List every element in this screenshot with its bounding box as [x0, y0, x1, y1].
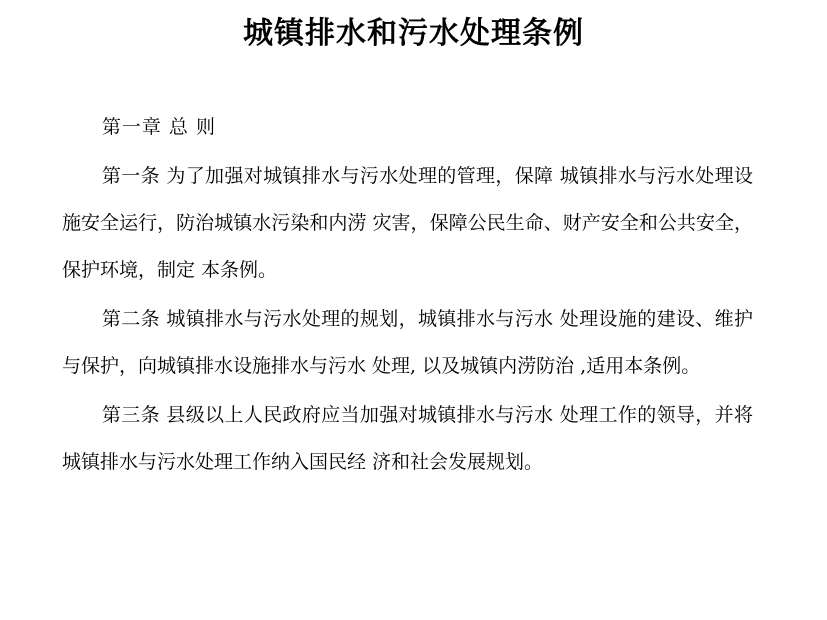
document-body — [0, 104, 827, 486]
page-title: 城镇排水和污水处理条例 — [243, 16, 584, 51]
article-paragraph: 第一条 为了加强对城镇排水与污水处理的管理，保障 城镇排水与污水处理设施安全运行，防治城镇水污染和内涝 灾害，保障公民生命、财产安全和公共安全，保护环境，制定 本条例。 — [62, 165, 753, 281]
article-paragraph: 第三条 县级以上人民政府应当加强对城镇排水与污水 处理工作的领导，并将城镇排水与污水处理工作纳入国民经 济和社会发展规划。 — [62, 404, 753, 473]
document-page — [0, 12, 827, 620]
article-paragraph: 第二条 城镇排水与污水处理的规划，城镇排水与污水 处理设施的建设、维护与保护，向城镇排水设施排水与污水 处理, 以及城镇内涝防治 ,适用本条例。 — [62, 308, 753, 377]
chapter-heading: 第一章 总 则 — [101, 116, 216, 138]
